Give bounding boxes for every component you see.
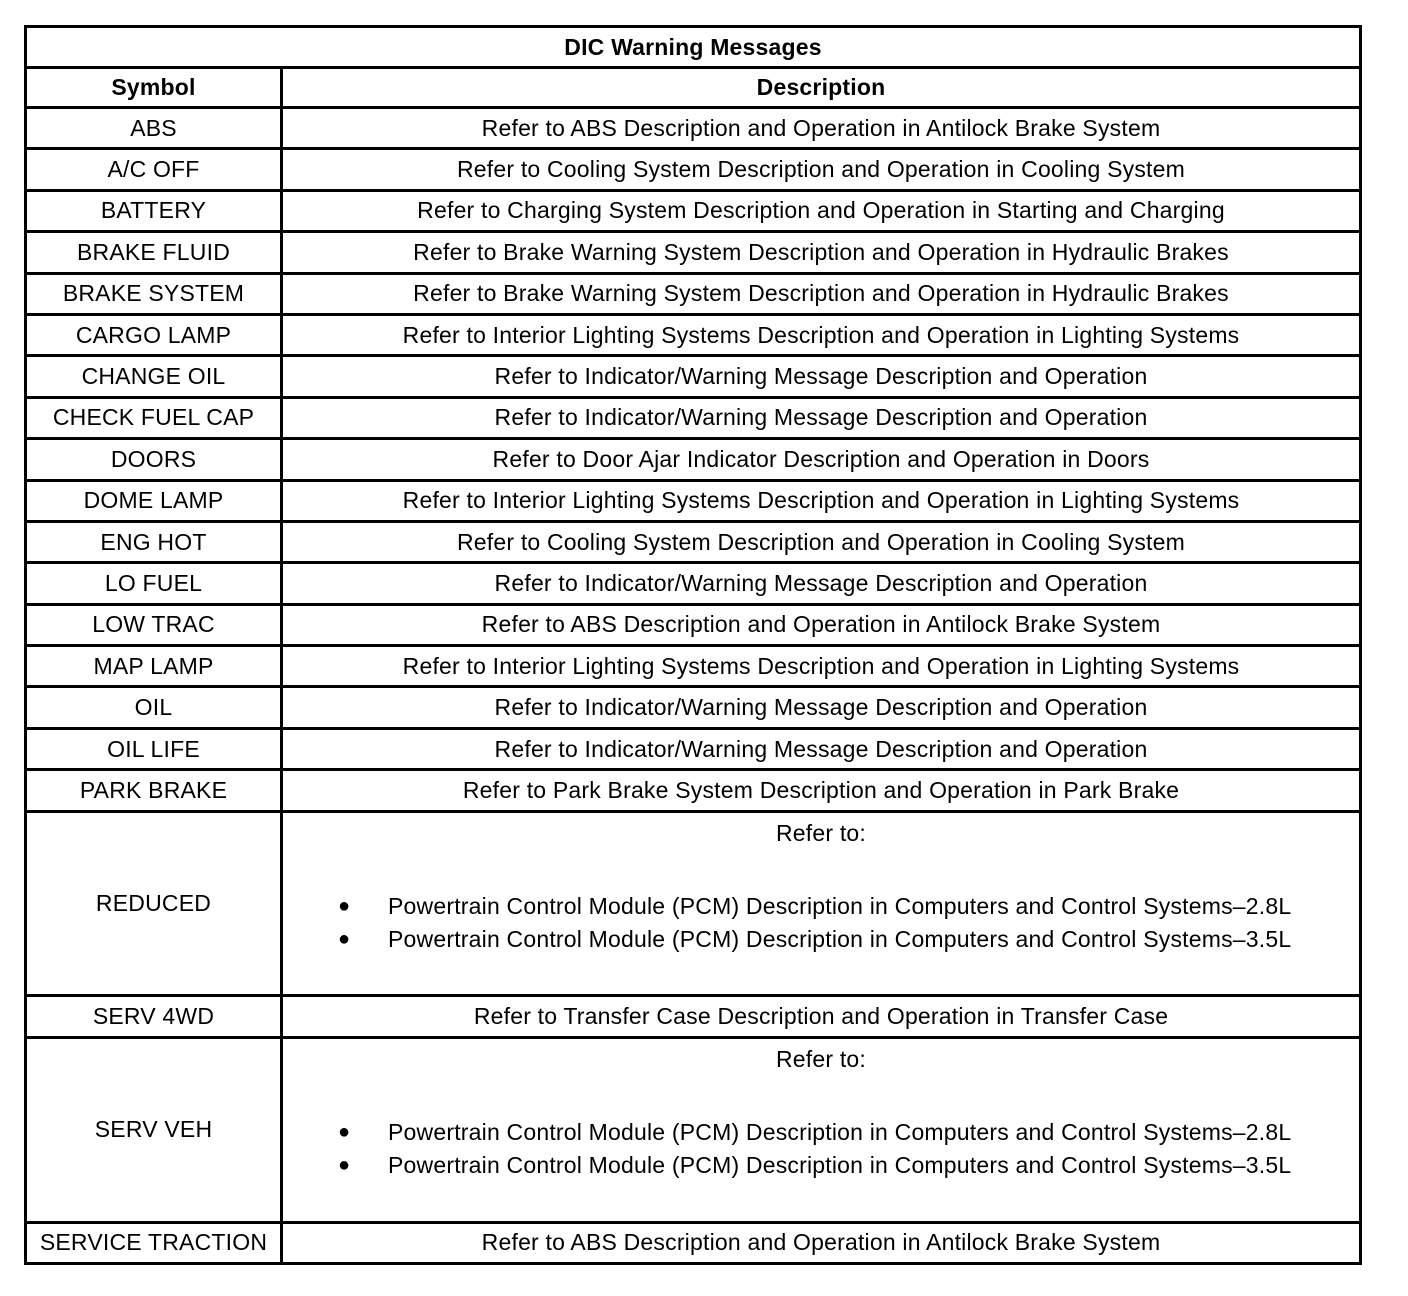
description-cell <box>282 811 1361 996</box>
description-cell: Refer to Indicator/Warning Message Description and Operation <box>282 687 1361 728</box>
symbol-cell: PARK BRAKE <box>26 770 282 811</box>
table-row <box>26 687 1361 728</box>
table-row <box>26 1037 1361 1222</box>
description-cell: Refer to ABS Description and Operation in Antilock Brake System <box>282 108 1361 149</box>
bullet-icon: ● <box>338 1120 351 1143</box>
description-cell: Refer to ABS Description and Operation in Antilock Brake System <box>282 604 1361 645</box>
symbol-cell: SERV VEH <box>26 1037 282 1222</box>
table-row <box>26 521 1361 562</box>
symbol-cell: SERVICE TRACTION <box>26 1222 282 1263</box>
table-row <box>26 232 1361 273</box>
symbol-cell: ABS <box>26 108 282 149</box>
list-item <box>283 1116 1359 1149</box>
table-row <box>26 273 1361 314</box>
bullet-icon: ● <box>338 1153 351 1176</box>
table-row <box>26 811 1361 996</box>
description-cell: Refer to Indicator/Warning Message Description and Operation <box>282 397 1361 438</box>
description-cell: Refer to Door Ajar Indicator Description and Operation in Doors <box>282 439 1361 480</box>
table-row <box>26 190 1361 231</box>
symbol-cell: CHECK FUEL CAP <box>26 397 282 438</box>
description-cell: Refer to Interior Lighting Systems Description and Operation in Lighting Systems <box>282 480 1361 521</box>
symbol-cell: LOW TRAC <box>26 604 282 645</box>
table-row <box>26 439 1361 480</box>
symbol-cell: OIL <box>26 687 282 728</box>
symbol-cell: DOORS <box>26 439 282 480</box>
multi-description <box>283 1040 1359 1220</box>
description-cell: Refer to Brake Warning System Description and Operation in Hydraulic Brakes <box>282 273 1361 314</box>
symbol-cell: REDUCED <box>26 811 282 996</box>
description-cell: Refer to Cooling System Description and Operation in Cooling System <box>282 521 1361 562</box>
reference-list <box>283 890 1359 956</box>
refer-to-intro: Refer to: <box>776 819 867 846</box>
table-row <box>26 480 1361 521</box>
list-item-text: Powertrain Control Module (PCM) Description in Computers and Control Systems–2.8L <box>388 892 1292 919</box>
symbol-cell: LO FUEL <box>26 563 282 604</box>
symbol-cell: BATTERY <box>26 190 282 231</box>
list-item <box>283 1149 1359 1182</box>
list-item-text: Powertrain Control Module (PCM) Description in Computers and Control Systems–2.8L <box>388 1118 1292 1145</box>
table-row <box>26 728 1361 769</box>
list-item-text: Powertrain Control Module (PCM) Description in Computers and Control Systems–3.5L <box>388 1151 1292 1178</box>
table-row <box>26 563 1361 604</box>
table-row <box>26 397 1361 438</box>
table-row <box>26 149 1361 190</box>
symbol-cell: CHANGE OIL <box>26 356 282 397</box>
symbol-cell: ENG HOT <box>26 521 282 562</box>
table-row <box>26 356 1361 397</box>
header-row <box>26 68 1361 108</box>
table-row <box>26 108 1361 149</box>
table-row <box>26 1222 1361 1263</box>
bullet-icon: ● <box>338 927 351 950</box>
symbol-cell: BRAKE SYSTEM <box>26 273 282 314</box>
description-cell: Refer to Transfer Case Description and Operation in Transfer Case <box>282 996 1361 1037</box>
table-row <box>26 314 1361 355</box>
symbol-cell: BRAKE FLUID <box>26 232 282 273</box>
description-cell: Refer to Indicator/Warning Message Description and Operation <box>282 728 1361 769</box>
table-row <box>26 646 1361 687</box>
description-cell: Refer to Indicator/Warning Message Description and Operation <box>282 563 1361 604</box>
table-row <box>26 996 1361 1037</box>
description-cell <box>282 1037 1361 1222</box>
table-row <box>26 604 1361 645</box>
dic-warning-messages-table <box>24 25 1362 1265</box>
table-row <box>26 770 1361 811</box>
description-cell: Refer to ABS Description and Operation in Antilock Brake System <box>282 1222 1361 1263</box>
refer-to-intro: Refer to: <box>776 1045 867 1072</box>
description-cell: Refer to Charging System Description and Operation in Starting and Charging <box>282 190 1361 231</box>
symbol-cell: DOME LAMP <box>26 480 282 521</box>
description-cell: Refer to Interior Lighting Systems Description and Operation in Lighting Systems <box>282 646 1361 687</box>
description-cell: Refer to Interior Lighting Systems Description and Operation in Lighting Systems <box>282 314 1361 355</box>
list-item <box>283 923 1359 956</box>
list-item-text: Powertrain Control Module (PCM) Description in Computers and Control Systems–3.5L <box>388 925 1292 952</box>
description-cell: Refer to Park Brake System Description and Operation in Park Brake <box>282 770 1361 811</box>
symbol-cell: CARGO LAMP <box>26 314 282 355</box>
symbol-cell: OIL LIFE <box>26 728 282 769</box>
description-column-header: Description <box>282 68 1361 108</box>
symbol-cell: MAP LAMP <box>26 646 282 687</box>
description-cell: Refer to Brake Warning System Description and Operation in Hydraulic Brakes <box>282 232 1361 273</box>
symbol-column-header: Symbol <box>26 68 282 108</box>
bullet-icon: ● <box>338 894 351 917</box>
multi-description <box>283 814 1359 994</box>
reference-list <box>283 1116 1359 1182</box>
symbol-cell: SERV 4WD <box>26 996 282 1037</box>
description-cell: Refer to Cooling System Description and Operation in Cooling System <box>282 149 1361 190</box>
table-title: DIC Warning Messages <box>26 27 1361 68</box>
list-item <box>283 890 1359 923</box>
symbol-cell: A/C OFF <box>26 149 282 190</box>
description-cell: Refer to Indicator/Warning Message Description and Operation <box>282 356 1361 397</box>
title-row <box>26 27 1361 68</box>
